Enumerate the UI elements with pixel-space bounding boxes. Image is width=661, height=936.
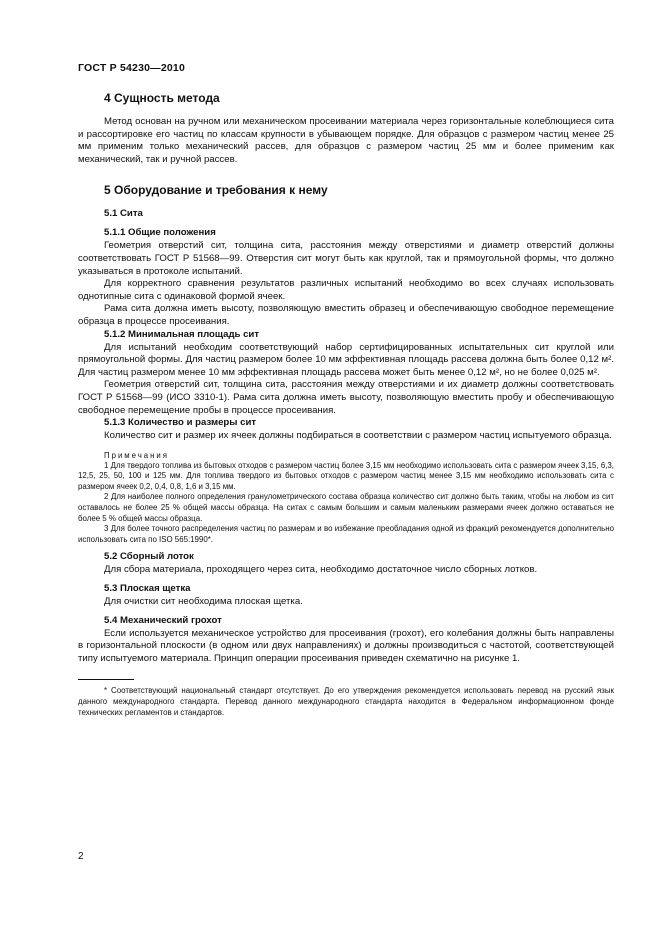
section-4-title: 4 Сущность метода (104, 91, 220, 105)
section-5-title: 5 Оборудование и требования к нему (104, 183, 328, 198)
paragraph-5-4: Если используется механическое устройство для просеивания (грохот), его колебания должны быть направлены в горизонтальной плоскости (в одном или двух направлениях) и должны производиться с частотой, соответствующей типу испытуемого материала. Принцип операции просеивания приведен схематично на рисунке 1. (78, 627, 614, 664)
footnote-block (78, 686, 614, 718)
note-3: 3 Для более точного распределения частиц по размерам и во избежание преобладания одной из фракций рекомендуется дополнительно использовать сита по ISO 565:1990*. (78, 524, 614, 544)
paragraph-5-2: Для сбора материала, проходящего через сита, необходимо достаточное число сборных лотков. (104, 564, 538, 576)
page-number: 2 (78, 851, 84, 862)
note-1: 1 Для твердого топлива из бытовых отходов с размером частиц более 3,15 мм необходимо использовать сита с размером ячеек 3,15, 6,3, 12,5, 25, 50, 100 и 125 мм. Для топлива твердого из бытовых отходов с размером частиц менее 3,15 мм необходимо использовать сита с размером ячеек 0,2, 0,4, 0,8, 1,6 и 3,15 мм. (78, 460, 614, 491)
paragraph-5-1-1-b: Для корректного сравнения результатов различных испытаний необходимо во всех случаях использовать однотипные сита с одинаковой формой ячеек. (78, 278, 614, 302)
notes-title: Примечания (104, 450, 170, 460)
subsection-5-1-1: 5.1.1 Общие положения (104, 227, 216, 239)
footnote-text: * Соответствующий национальный стандарт отсутствует. До его утверждения рекомендуется использовать перевод на русский язык данного международного стандарта. Перевод данного международного стандарта находится в Федеральном информационном фонде технических регламентов и стандартов. (78, 686, 614, 717)
paragraph-5-1-3: Количество сит и размер их ячеек должны подбираться в соответствии с размером частиц испытуемого образца. (104, 430, 612, 442)
note-2: 2 Для наиболее полного определения гранулометрического состава образца количество сит должно быть таким, чтобы на любом из сит оставалось не более 25 % общей массы образца. На ситах с самым большим и самым маленьким размерами ячеек должно оставаться не более 5 % общей массы образца. (78, 492, 614, 523)
subsection-5-1: 5.1 Сита (104, 208, 143, 220)
subsection-5-1-2: 5.1.2 Минимальная площадь сит (104, 328, 260, 340)
subsection-5-4: 5.4 Механический грохот (104, 614, 222, 626)
document-page (78, 62, 614, 718)
notes-block (78, 451, 614, 546)
footnote-divider (78, 679, 134, 680)
paragraph-5-1-1-c: Рама сита должна иметь высоту, позволяющую вместить образец и обеспечивающую свободное перемещение образца в процессе просеивания. (78, 303, 614, 327)
paragraph-5-1-2-a: Для испытаний необходим соответствующий набор сертифицированных испытательных сит круглой или прямоугольной формы. Для частиц размером более 10 мм эффективная площадь рассева должна быть более 0,12 м². Для частиц размером менее 10 мм эффективная площадь рассева может быть менее 0,12 м², но не более 0,025 м². (78, 341, 614, 378)
subsection-5-3: 5.3 Плоская щетка (104, 583, 191, 595)
subsection-5-1-3: 5.1.3 Количество и размеры сит (104, 417, 257, 429)
paragraph-5-3: Для очистки сит необходима плоская щетка. (104, 596, 303, 608)
paragraph-5-1-1-a: Геометрия отверстий сит, толщина сита, расстояния между отверстиями и диаметр отверстий должны соответствовать ГОСТ Р 51568—99. Отверстия сит могут быть как круглой, так и прямоугольной формы, что должно указываться в протоколе испытаний. (78, 240, 614, 277)
standard-header: ГОСТ Р 54230—2010 (78, 62, 186, 74)
paragraph-5-1-2-b: Геометрия отверстий сит, толщина сита, расстояния между отверстиями и их диаметр должны соответствовать ГОСТ Р 51568—99 (ИСО 3310-1). Рама сита должна иметь высоту, позволяющую вместить пробу и обеспечивающую свободное перемещение пробы в процессе просеивания. (78, 379, 614, 416)
subsection-5-2: 5.2 Сборный лоток (104, 551, 194, 563)
section-4-text: Метод основан на ручном или механическом просеивании материала через горизонтальные колеблющиеся сита и рассортировке его частиц по классам крупности в убывающем порядке. Для образцов с размером частиц менее 25 мм применим только механический рассев, для образцов с размером частиц 25 мм и более применим как механический, так и ручной рассев. (78, 116, 614, 165)
